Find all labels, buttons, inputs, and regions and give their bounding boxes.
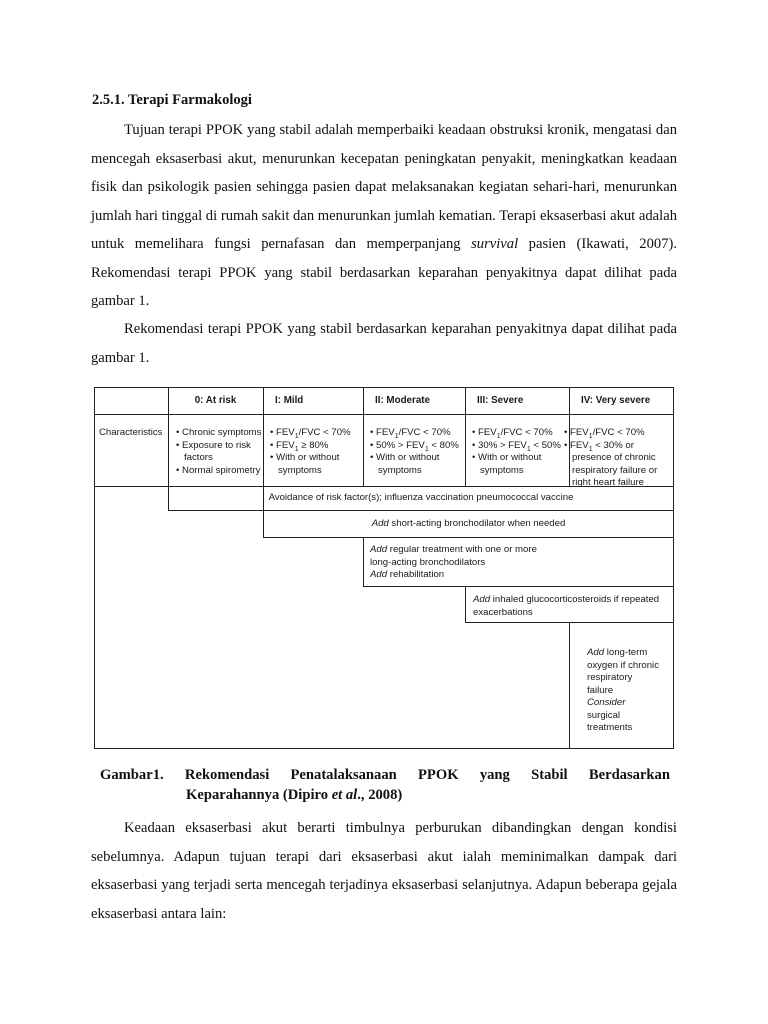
caption-word: PPOK [418, 767, 459, 783]
moderate-item: • With or without symptoms [370, 452, 440, 476]
very-severe-sub: 1 [588, 432, 593, 440]
rec-short-text: short-acting bronchodilator when needed [388, 518, 566, 529]
mild-list [270, 427, 362, 477]
very-severe-text: < 30% or presence of chronic respiratory failure or right heart failure [572, 439, 658, 488]
mild-sub: 1 [294, 432, 299, 440]
mild-item: • $FEV_1 \ge 80\%$ [270, 439, 329, 453]
caption-word: Stabil [531, 767, 568, 783]
stair-2-vert [363, 537, 364, 587]
stair-3 [363, 586, 674, 587]
caption-word: Gambar1. [100, 767, 164, 783]
at-risk-item-text: Exposure to risk factors [182, 439, 251, 463]
moderate-text: With or without symptoms [376, 452, 440, 476]
header-moderate-text: II: Moderate [375, 395, 430, 406]
border-left [94, 387, 95, 749]
moderate-sub: 1 [394, 432, 399, 440]
caption-word: yang [479, 767, 510, 783]
mild-text: /FVC < 70% [298, 427, 351, 438]
header-severe-text: III: Severe [477, 395, 524, 406]
very-severe-item: • $FEV_1 < 30\%$ or presence of chronic respiratory failure or right heart failure [564, 439, 658, 488]
p3-text: Keadaan eksaserbasi akut berarti timbulnya perburukan dibandingkan dengan kondisi sebelumnya. Adapun tujuan terapi dari eksaserbasi akut ialah meminimalkan dampak dari eksaserbasi yang terjadi serta mencegah terjadinya eksaserbasi selanjutnya. Adapun beberapa gejala eksaserbasi antara lain: [91, 820, 677, 922]
very-severe-text: FEV [570, 427, 589, 438]
moderate-text: /FVC < 70% [398, 427, 451, 438]
moderate-text: 50% > FEV [376, 439, 425, 451]
severe-sub: 1 [526, 445, 531, 453]
severe-sub: 1 [496, 432, 501, 440]
severe-text: /FVC < 70% [500, 427, 553, 438]
moderate-list [370, 427, 464, 477]
caption-text: ., 2008) [357, 787, 403, 803]
stair-3-vert [465, 586, 466, 623]
header-mild-text: I: Mild [275, 395, 304, 406]
rec-short-acting [263, 518, 674, 531]
p1-italic-survival: survival [471, 236, 519, 252]
very-severe-text: /FVC < 70% [592, 427, 645, 438]
caption-line-1 [100, 765, 670, 785]
rec-surgery-text: surgical treatments [587, 709, 633, 733]
caption-word: Berdasarkan [588, 767, 670, 783]
mild-text: FEV [276, 427, 295, 438]
figure-caption [100, 765, 670, 805]
rec-gluco-text: inhaled glucocorticosteroids if repeated exacerbations [473, 594, 660, 618]
severe-item: • With or without symptoms [472, 452, 542, 476]
border-right [673, 387, 674, 749]
very-severe-item: • $FEV_1$/FVC < 70% [564, 427, 645, 440]
rec-add-italic: Add [587, 647, 605, 658]
mild-text: FEV [276, 439, 295, 451]
rec-glucocorticosteroids [473, 594, 663, 619]
mild-item: • $FEV_1$/FVC < 70% [270, 427, 351, 440]
col-divider-2 [263, 387, 264, 538]
at-risk-list [176, 427, 262, 477]
rec-rehab-text: rehabilitation [387, 569, 445, 580]
stair-1 [168, 510, 674, 511]
severe-item: • $FEV_1$/FVC < 70% [472, 427, 553, 440]
p1-text-a: Tujuan terapi PPOK yang stabil adalah memperbaiki keadaan obstruksi kronik, mengatasi dan mencegah eksaserbasi akut, menurunkan kecepatan peningkatan penyakit, meningkatkan keadaan fisik dan psikologik pasien sehingga pasien dapat melaksanakan kegiatan sehari-hari, menurunkan jumlah hari tinggal di rumah sakit dan menurunkan jumlah kematian. Terapi eksaserbasi akut adalah untuk memelihara fungsi pernafasan dan memperpanjang [91, 122, 677, 252]
moderate-item: • $FEV_1$/FVC < 70% [370, 427, 451, 440]
caption-line-2 [100, 785, 670, 805]
caption-word: Rekomendasi [184, 767, 270, 783]
stair-4-vert [569, 622, 570, 749]
moderate-sub: 1 [424, 445, 429, 453]
paragraph-therapy-goals [91, 116, 677, 316]
rec-add-italic: Add [371, 518, 389, 529]
border-bottom [94, 748, 674, 749]
at-risk-item: • Chronic symptoms [176, 427, 262, 438]
header-moderate [363, 395, 465, 408]
border-top [94, 387, 674, 388]
caption-italic: et al [331, 787, 358, 803]
moderate-item: • $50\% > FEV_1 < 80\%$ [370, 439, 459, 453]
severe-list [472, 427, 568, 477]
header-mild [263, 395, 363, 408]
rec-consider-italic: Consider [587, 697, 626, 708]
moderate-text: < 80% [428, 439, 459, 451]
copd-recommendation-figure [94, 387, 674, 749]
rec-add-italic: Add [473, 594, 491, 605]
at-risk-item: • Normal spirometry [176, 464, 261, 476]
rec-long-text: regular treatment with one or more long-acting bronchodilators [370, 544, 537, 568]
very-severe-sub: 1 [588, 445, 593, 453]
severe-text: With or without symptoms [478, 452, 542, 476]
rec-oxygen-surgery [587, 647, 661, 735]
severe-text: < 50% [530, 439, 561, 451]
caption-text: Keparahannya (Dipiro [186, 787, 332, 803]
paragraph-exacerbation [91, 814, 677, 928]
very-severe-list [564, 427, 670, 490]
rec-add-italic: Add [370, 544, 388, 555]
mild-text: ≥ 80% [298, 439, 329, 451]
rec-avoid-risk: Avoidance of risk factor(s); influenza vaccination pneumococcal vaccine [268, 492, 574, 503]
at-risk-item-text: Normal spirometry [182, 464, 261, 476]
moderate-text: FEV [376, 427, 395, 438]
stair-2 [263, 537, 674, 538]
very-severe-text: FEV [570, 439, 589, 451]
caption-word: Penatalaksanaan [290, 767, 397, 783]
paragraph-recommendation [91, 315, 677, 372]
at-risk-item-text: Chronic symptoms [182, 427, 262, 438]
header-very-severe [569, 395, 673, 408]
header-at-risk: 0: At risk [194, 395, 237, 406]
rec-oxygen-text: long-term oxygen if chronic respiratory failure [587, 647, 659, 696]
mild-text: With or without symptoms [276, 452, 340, 476]
mild-item: • With or without symptoms [270, 452, 340, 476]
severe-item: • $30\% > FEV_1 < 50\%$ [472, 439, 561, 453]
p2-text: Rekomendasi terapi PPOK yang stabil berdasarkan keparahan penyakitnya dapat dilihat pada gambar 1. [91, 321, 677, 366]
mild-sub: 1 [294, 445, 299, 453]
header-severe [465, 395, 569, 408]
p1-text-b: pasien (Ikawati, 2007). Rekomendasi terapi PPOK yang stabil berdasarkan keparahan penyakitnya dapat dilihat pada gambar 1. [91, 236, 677, 309]
header-very-severe-text: IV: Very severe [581, 395, 651, 406]
header-divider [94, 414, 674, 415]
severe-text: 30% > FEV [478, 439, 527, 451]
severe-text: FEV [478, 427, 497, 438]
rec-add-italic: Add [370, 569, 388, 580]
row-label-characteristics: Characteristics [99, 427, 163, 438]
section-heading: 2.5.1. Terapi Farmakologi [92, 92, 252, 108]
at-risk-item: • Exposure to risk factors [176, 439, 251, 463]
rec-long-acting [370, 544, 540, 582]
